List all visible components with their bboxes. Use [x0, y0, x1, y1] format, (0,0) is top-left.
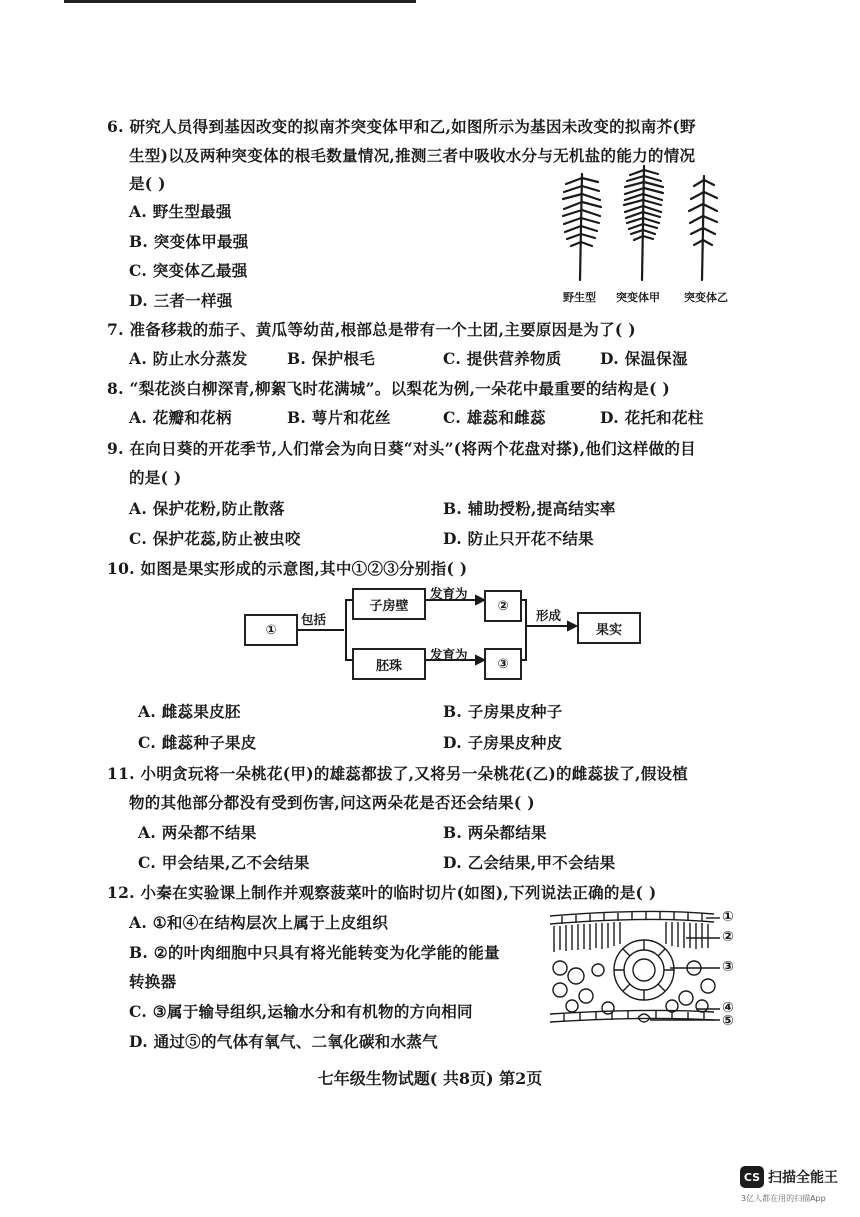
- q12-option-b-line1: B. ②的叶肉细胞中只具有将光能转变为化学能的能量: [129, 943, 500, 962]
- q10-option-c: C. 雌蕊种子果皮: [138, 733, 257, 752]
- mutant-a-label: 突变体甲: [616, 291, 660, 304]
- leaf-label-4: ④: [722, 1000, 734, 1016]
- q12-option-b-line2: 转换器: [129, 972, 177, 991]
- q12-option-a: A. ①和④在结构层次上属于上皮组织: [129, 913, 389, 932]
- q11-option-b: B. 两朵都结果: [443, 823, 547, 842]
- q7-option-c: C. 提供营养物质: [443, 349, 562, 368]
- leaf-label-5: ⑤: [722, 1013, 734, 1029]
- wild-type-label: 野生型: [563, 291, 596, 304]
- flow-box-3: ③: [484, 648, 522, 680]
- scanner-logo-icon: CS: [740, 1166, 764, 1188]
- flow-develop-label-2: 发育为: [430, 647, 468, 662]
- leaf-label-2: ②: [722, 929, 734, 945]
- leaf-label-3: ③: [722, 959, 734, 975]
- q6-option-d: D. 三者一样强: [129, 291, 233, 310]
- q9-option-b: B. 辅助授粉,提高结实率: [443, 499, 616, 518]
- q7-option-d: D. 保温保湿: [600, 349, 688, 368]
- q12-stem: 12. 小秦在实验课上制作并观察菠菜叶的临时切片(如图),下列说法正确的是( ): [107, 883, 657, 902]
- q6-option-b: B. 突变体甲最强: [129, 232, 249, 251]
- q8-option-a: A. 花瓣和花柄: [129, 408, 232, 427]
- q9-option-a: A. 保护花粉,防止散落: [129, 499, 285, 518]
- q6-option-a: A. 野生型最强: [129, 202, 232, 221]
- q7-stem: 7. 准备移栽的茄子、黄瓜等幼苗,根部总是带有一个土团,主要原因是为了( ): [107, 320, 636, 339]
- leaf-label-1: ①: [722, 909, 734, 925]
- mutant-b-root: [689, 176, 717, 280]
- flow-box-1: ①: [244, 614, 298, 646]
- q6-option-c: C. 突变体乙最强: [129, 261, 248, 280]
- flow-box-2: ②: [484, 590, 522, 622]
- flow-form-label: 形成: [536, 608, 562, 623]
- page-footer: 七年级生物试题( 共8页) 第2页: [317, 1069, 543, 1088]
- q12-option-d: D. 通过⑤的气体有氧气、二氧化碳和水蒸气: [129, 1032, 438, 1051]
- q11-option-c: C. 甲会结果,乙不会结果: [138, 853, 310, 872]
- q8-stem: 8. “梨花淡白柳深青,柳絮飞时花满城”。以梨花为例,一朵花中最重要的结构是( ): [107, 379, 671, 398]
- q7-option-a: A. 防止水分蒸发: [129, 349, 248, 368]
- q9-stem-line2: 的是( ): [129, 468, 182, 487]
- flow-ovule-box: 胚珠: [352, 648, 426, 680]
- q10-stem: 10. 如图是果实形成的示意图,其中①②③分别指( ): [107, 559, 468, 578]
- q10-option-a: A. 雌蕊果皮胚: [138, 702, 241, 721]
- q9-option-d: D. 防止只开花不结果: [443, 529, 594, 548]
- q12-option-c: C. ③属于输导组织,运输水分和有机物的方向相同: [129, 1002, 473, 1021]
- q10-option-d: D. 子房果皮种皮: [443, 733, 563, 752]
- scanner-tagline: 3亿人都在用的扫描App: [741, 1194, 826, 1203]
- q7-option-b: B. 保护根毛: [287, 349, 375, 368]
- q8-option-b: B. 萼片和花丝: [287, 408, 391, 427]
- q9-option-c: C. 保护花蕊,防止被虫咬: [129, 529, 301, 548]
- top-edge-line: [64, 0, 416, 3]
- flow-fruit-box: 果实: [577, 612, 641, 644]
- q11-option-a: A. 两朵都不结果: [138, 823, 257, 842]
- q11-stem-line2: 物的其他部分都没有受到伤害,问这两朵花是否还会结果( ): [129, 793, 535, 812]
- mutant-b-label: 突变体乙: [684, 291, 728, 304]
- q6-stem-line2: 生型)以及两种突变体的根毛数量情况,推测三者中吸收水分与无机盐的能力的情况: [129, 146, 696, 165]
- q9-stem-line1: 9. 在向日葵的开花季节,人们常会为向日葵“对头”(将两个花盘对搽),他们这样做的目: [107, 439, 696, 458]
- flow-develop-label-1: 发育为: [430, 586, 468, 601]
- scanner-app-name: 扫描全能王: [768, 1170, 838, 1186]
- q10-option-b: B. 子房果皮种子: [443, 702, 563, 721]
- flow-ovary-wall-box: 子房壁: [352, 588, 426, 620]
- wild-type-root: [563, 174, 601, 280]
- q6-stem-line3: 是( ): [129, 174, 166, 193]
- q11-option-d: D. 乙会结果,甲不会结果: [443, 853, 616, 872]
- leaf-cross-section-figure: [546, 906, 746, 1036]
- q6-stem-line1: 6. 研究人员得到基因改变的拟南芥突变体甲和乙,如图所示为基因未改变的拟南芥(野: [107, 117, 696, 136]
- root-hair-figure: [552, 160, 742, 310]
- flow-include-label: 包括: [301, 612, 327, 627]
- q8-option-d: D. 花托和花柱: [600, 408, 704, 427]
- mutant-a-root: [624, 166, 663, 280]
- q8-option-c: C. 雄蕊和雌蕊: [443, 408, 546, 427]
- q11-stem-line1: 11. 小明贪玩将一朵桃花(甲)的雄蕊都拔了,又将另一朵桃花(乙)的雌蕊拔了,假设植: [107, 764, 689, 783]
